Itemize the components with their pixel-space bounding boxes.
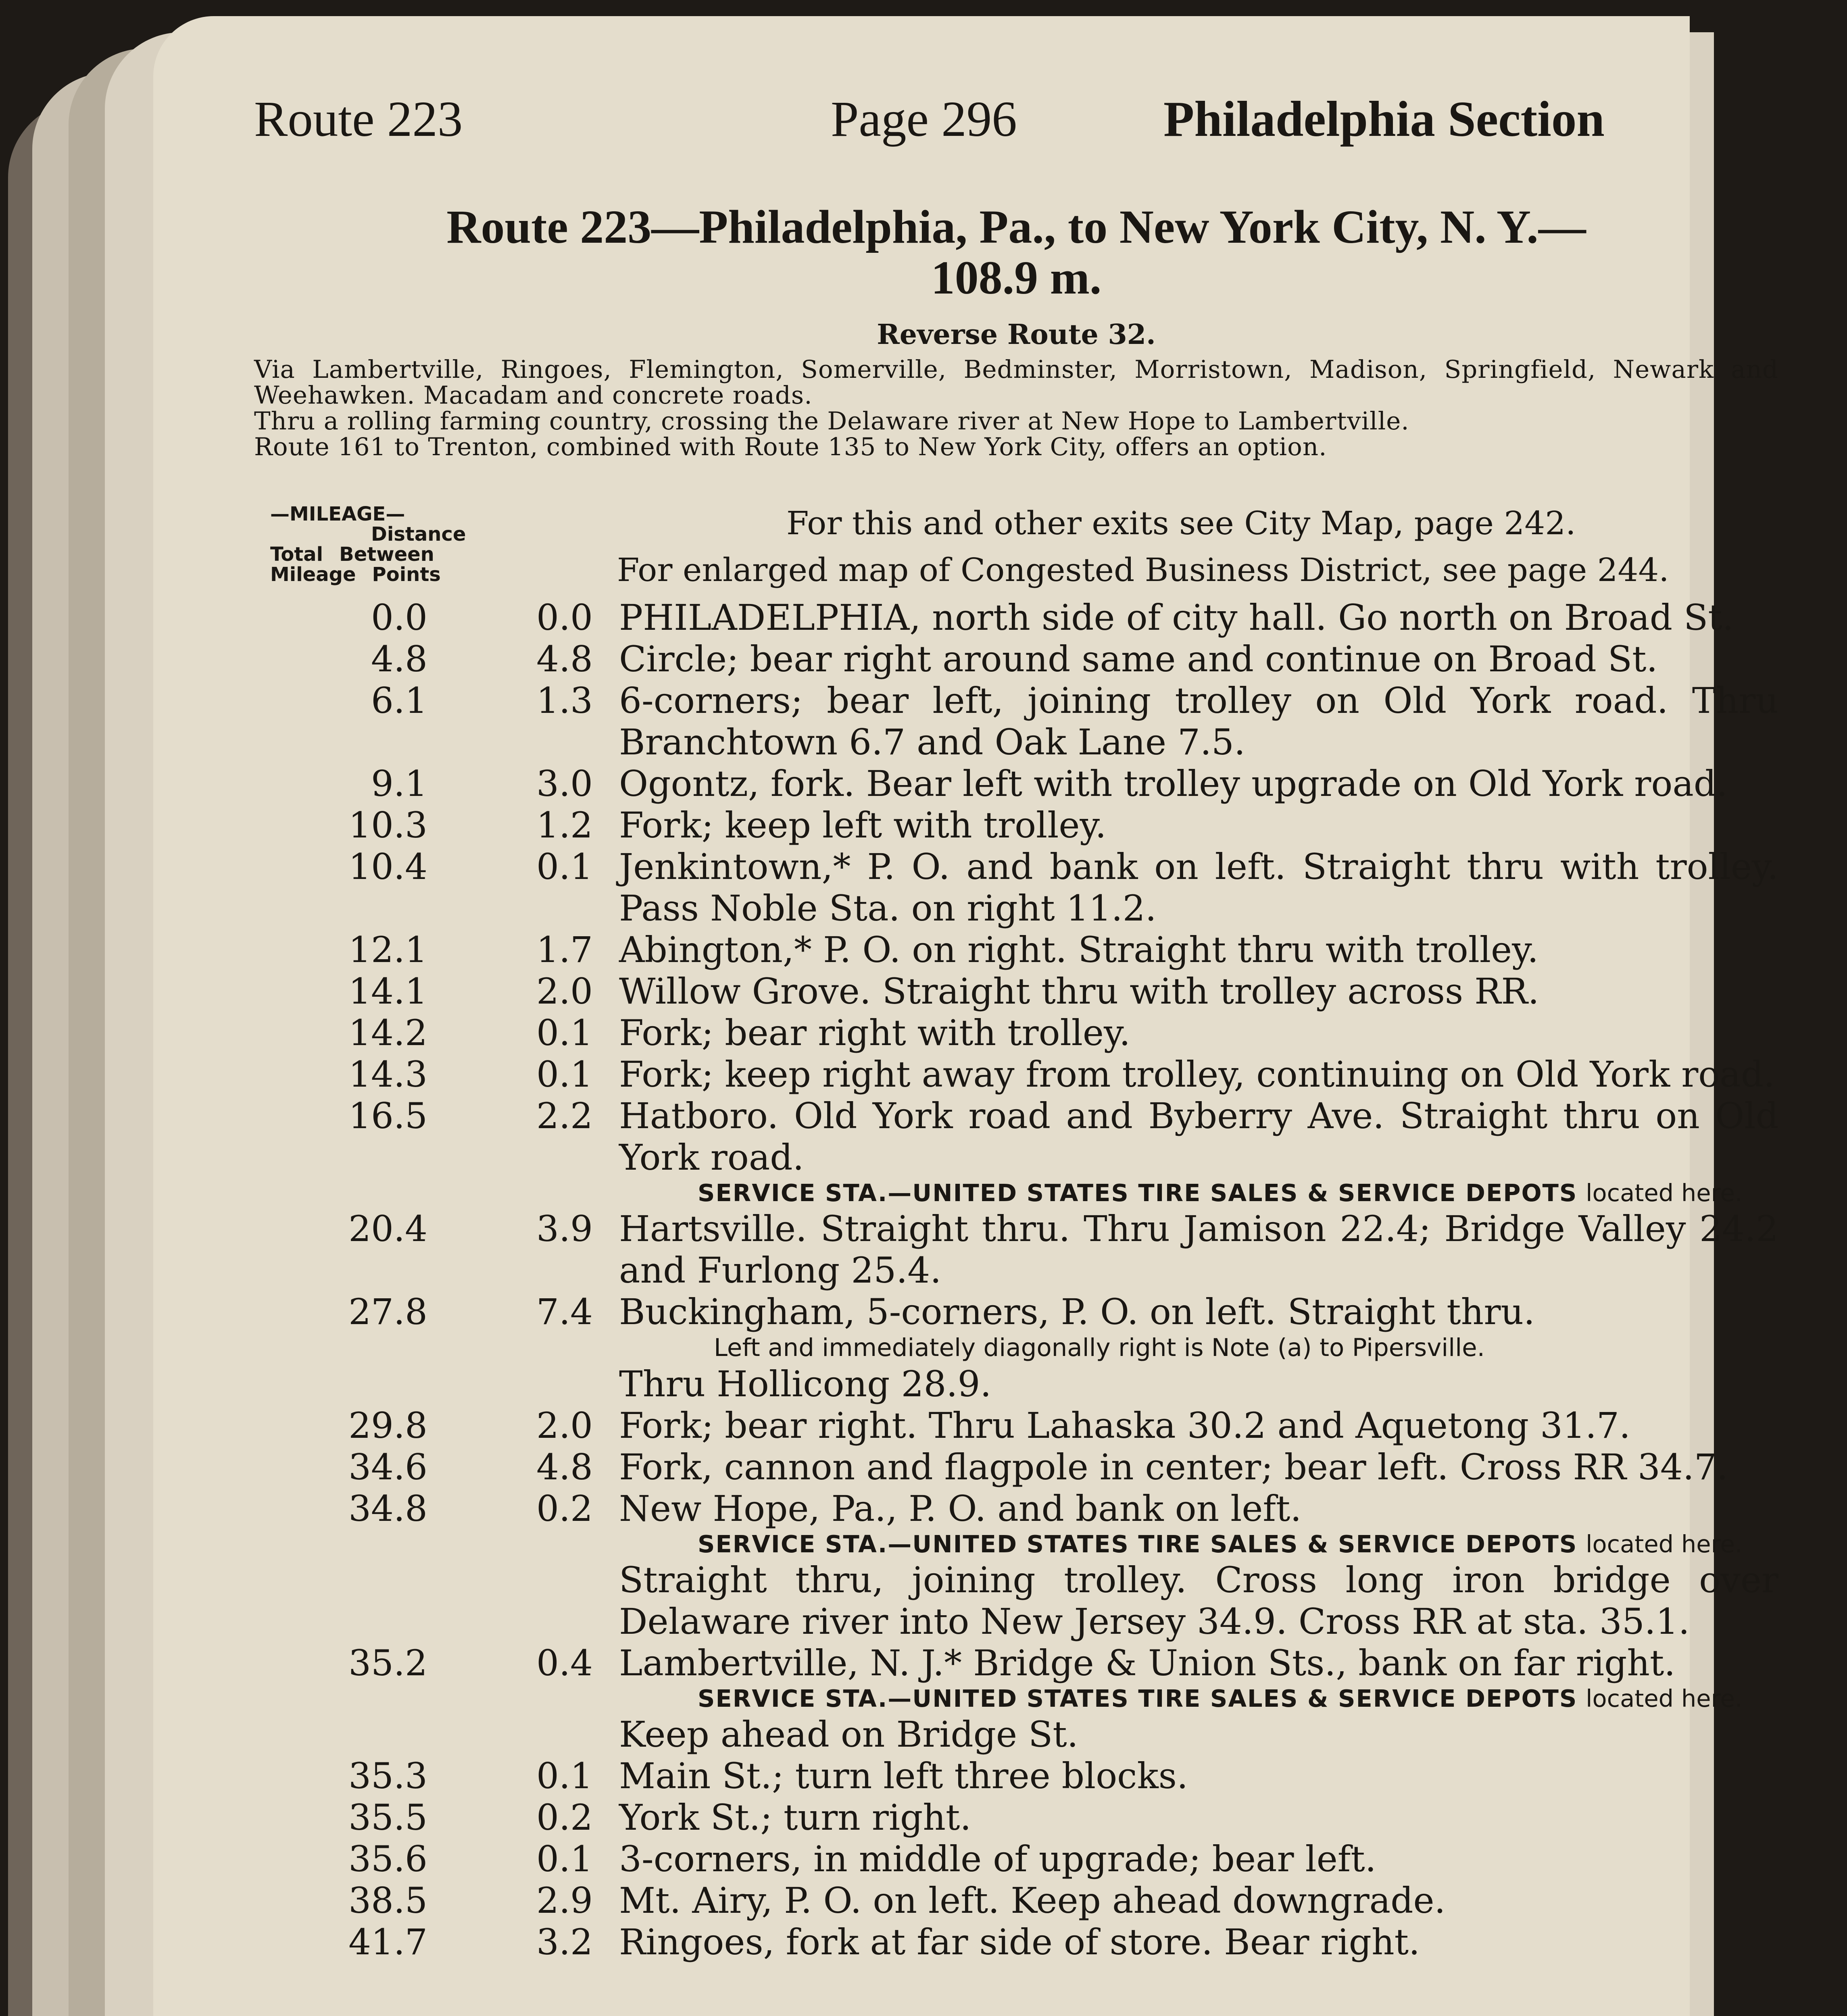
total-mileage: 34.6 bbox=[348, 1446, 427, 1488]
route-entry bbox=[153, 971, 1847, 1012]
total-mileage: 12.1 bbox=[348, 929, 427, 971]
route-title-line2: 108.9 m. bbox=[931, 251, 1102, 304]
route-continuation bbox=[153, 1559, 1847, 1642]
service-label: SERVICE STA.—UNITED STATES TIRE SALES & SERVICE DEPOTS bbox=[698, 1530, 1578, 1558]
distance-between: 1.3 bbox=[536, 680, 593, 721]
entry-text: Mt. Airy, P. O. on left. Keep ahead downgrade. bbox=[619, 1880, 1446, 1921]
entry-text: Ringoes, fork at far side of store. Bear right. bbox=[619, 1921, 1420, 1963]
route-continuation bbox=[153, 1714, 1847, 1755]
total-mileage: 0.0 bbox=[371, 597, 427, 638]
distance-between: 4.8 bbox=[536, 638, 593, 680]
service-suffix: located here. bbox=[1586, 1179, 1743, 1207]
entry-text: Hartsville. Straight thru. Thru Jamison 22.4; Bridge Valley 24.2 and Furlong 25.4. bbox=[619, 1208, 1778, 1291]
mileage-header bbox=[254, 503, 466, 586]
mileage-label: —MILEAGE— bbox=[270, 503, 405, 525]
total-mileage: 10.4 bbox=[348, 846, 427, 887]
total-mileage: 35.5 bbox=[348, 1797, 427, 1838]
hollicong-text: Thru Hollicong 28.9. bbox=[619, 1363, 992, 1405]
entry-text: Ogontz, fork. Bear left with trolley upgrade on Old York road. bbox=[619, 763, 1728, 804]
route-entry bbox=[153, 1012, 1847, 1054]
total-mileage: 35.2 bbox=[348, 1642, 427, 1684]
distance-between: 2.9 bbox=[536, 1880, 593, 1921]
entry-text: Hatboro. Old York road and Byberry Ave. Straight thru on Old York road. bbox=[619, 1095, 1778, 1178]
total-mileage: 35.3 bbox=[348, 1755, 427, 1797]
total-mileage: 9.1 bbox=[371, 763, 427, 804]
total-mileage: 34.8 bbox=[348, 1488, 427, 1529]
total-mileage: 14.3 bbox=[348, 1054, 427, 1095]
pipersville-note: Left and immediately diagonally right is Note (a) to Pipersville. bbox=[714, 1333, 1485, 1362]
entry-text: York St.; turn right. bbox=[619, 1797, 971, 1838]
distance-between: 3.9 bbox=[536, 1208, 593, 1250]
route-entry bbox=[153, 1755, 1847, 1797]
distance-between: 3.2 bbox=[536, 1921, 593, 1963]
route-entry bbox=[153, 804, 1847, 846]
route-entry bbox=[153, 1797, 1847, 1838]
service-label: SERVICE STA.—UNITED STATES TIRE SALES & SERVICE DEPOTS bbox=[698, 1685, 1578, 1712]
distance-between: 1.2 bbox=[536, 804, 593, 846]
total-mileage: 4.8 bbox=[371, 638, 427, 680]
entry-text: Fork; keep left with trolley. bbox=[619, 804, 1107, 846]
distance-between: 0.1 bbox=[536, 1838, 593, 1880]
distance-between: 7.4 bbox=[536, 1291, 593, 1333]
option-text: Route 161 to Trenton, combined with Route 135 to New York City, offers an option. bbox=[254, 433, 1327, 461]
entry-text: PHILADELPHIA, north side of city hall. Go north on Broad St. bbox=[619, 597, 1734, 638]
route-entry bbox=[153, 1291, 1847, 1333]
entry-text: Fork, cannon and flagpole in center; bear left. Cross RR 34.7. bbox=[619, 1446, 1728, 1488]
entry-text: Abington,* P. O. on right. Straight thru with trolley. bbox=[619, 929, 1539, 971]
total-mileage: 20.4 bbox=[348, 1208, 427, 1250]
route-entry bbox=[153, 638, 1847, 680]
entry-text: Fork; keep right away from trolley, continuing on Old York road. bbox=[619, 1054, 1775, 1095]
map-references bbox=[617, 500, 1778, 594]
route-entry bbox=[153, 846, 1847, 929]
distance-between: 0.2 bbox=[536, 1488, 593, 1529]
distance-between: 2.0 bbox=[536, 1405, 593, 1446]
entry-text: Fork; bear right. Thru Lahaska 30.2 and Aquetong 31.7. bbox=[619, 1405, 1630, 1446]
total-mileage: 10.3 bbox=[348, 804, 427, 846]
distance-between: 2.0 bbox=[536, 971, 593, 1012]
route-title-line1: Route 223—Philadelphia, Pa., to New York City, N. Y.— bbox=[446, 200, 1586, 253]
route-entry bbox=[153, 1405, 1847, 1446]
entry-text: Main St.; turn left three blocks. bbox=[619, 1755, 1188, 1797]
route-entry bbox=[153, 763, 1847, 804]
route-entry bbox=[153, 597, 1847, 638]
total-mileage: 27.8 bbox=[348, 1291, 427, 1333]
distance-between: 4.8 bbox=[536, 1446, 593, 1488]
distance-between: 0.1 bbox=[536, 1755, 593, 1797]
reverse-route: Reverse Route 32. bbox=[877, 319, 1156, 351]
total-mileage: 38.5 bbox=[348, 1880, 427, 1921]
total-mileage: 35.6 bbox=[348, 1838, 427, 1880]
total-mileage: 14.1 bbox=[348, 971, 427, 1012]
book-page bbox=[153, 16, 1778, 2016]
via-text: Via Lambertville, Ringoes, Flemington, Somerville, Bedminster, Morristown, Madison, Springfield, Newark and Weehawken. Macadam and concrete roads. bbox=[254, 355, 1778, 410]
route-description bbox=[254, 357, 1778, 460]
total-mileage: 29.8 bbox=[348, 1405, 427, 1446]
distance-label: Distance bbox=[371, 523, 466, 546]
total-mileage: 14.2 bbox=[348, 1012, 427, 1054]
total-label: Total bbox=[270, 543, 323, 566]
header-page: Page 296 bbox=[831, 92, 1017, 147]
entry-text: 3-corners, in middle of upgrade; bear left. bbox=[619, 1838, 1376, 1880]
route-entry bbox=[153, 1880, 1847, 1921]
route-entry bbox=[153, 1488, 1847, 1529]
route-continuation bbox=[153, 1363, 1847, 1405]
entry-text: 6-corners; bear left, joining trolley on Old York road. Thru Branchtown 6.7 and Oak Lane 7.5. bbox=[619, 680, 1778, 763]
newhope-text: Straight thru, joining trolley. Cross long iron bridge over Delaware river into New Jersey 34.9. Cross RR at sta. 35.1. bbox=[619, 1559, 1778, 1642]
header-route: Route 223 bbox=[254, 92, 463, 147]
service-label: SERVICE STA.—UNITED STATES TIRE SALES & SERVICE DEPOTS bbox=[698, 1179, 1578, 1207]
entry-text: Jenkintown,* P. O. and bank on left. Straight thru with trolley. Pass Noble Sta. on right 11.2. bbox=[619, 846, 1778, 929]
country-text: Thru a rolling farming country, crossing the Delaware river at New Hope to Lambertville. bbox=[254, 407, 1409, 435]
running-header bbox=[254, 91, 1778, 163]
mileage-sub-label: Mileage bbox=[270, 563, 356, 586]
total-mileage: 6.1 bbox=[371, 680, 427, 721]
distance-between: 1.7 bbox=[536, 929, 593, 971]
city-map-ref: For this and other exits see City Map, page 242. bbox=[786, 504, 1576, 542]
distance-between: 0.1 bbox=[536, 1054, 593, 1095]
lambertville-text: Keep ahead on Bridge St. bbox=[619, 1714, 1078, 1755]
route-entry bbox=[153, 929, 1847, 971]
route-entry bbox=[153, 680, 1847, 763]
distance-between: 0.1 bbox=[536, 846, 593, 887]
points-label: Points bbox=[372, 563, 441, 586]
district-map-ref: For enlarged map of Congested Business District, see page 244. bbox=[617, 551, 1669, 589]
distance-between: 0.0 bbox=[536, 597, 593, 638]
route-entry bbox=[153, 1095, 1847, 1178]
route-entry bbox=[153, 1054, 1847, 1095]
service-station-note bbox=[698, 1529, 1778, 1559]
entry-text: Circle; bear right around same and continue on Broad St. bbox=[619, 638, 1658, 680]
distance-between: 2.2 bbox=[536, 1095, 593, 1137]
total-mileage: 41.7 bbox=[348, 1921, 427, 1963]
service-station-note bbox=[698, 1684, 1778, 1714]
service-suffix: located here. bbox=[1586, 1685, 1743, 1712]
route-entry bbox=[153, 1208, 1847, 1291]
entry-text: Buckingham, 5-corners, P. O. on left. Straight thru. bbox=[619, 1291, 1535, 1333]
service-suffix: located here. bbox=[1586, 1530, 1743, 1558]
route-title bbox=[254, 202, 1778, 303]
between-label: Between bbox=[339, 543, 434, 566]
distance-between: 3.0 bbox=[536, 763, 593, 804]
route-entry bbox=[153, 1921, 1847, 1963]
entry-text: Fork; bear right with trolley. bbox=[619, 1012, 1130, 1054]
distance-between: 0.4 bbox=[536, 1642, 593, 1684]
distance-between: 0.1 bbox=[536, 1012, 593, 1054]
route-entry bbox=[153, 1642, 1847, 1684]
distance-between: 0.2 bbox=[536, 1797, 593, 1838]
header-section: Philadelphia Section bbox=[1163, 92, 1605, 147]
total-mileage: 16.5 bbox=[348, 1095, 427, 1137]
service-station-note bbox=[698, 1178, 1778, 1208]
route-entry bbox=[153, 1446, 1847, 1488]
route-entries bbox=[153, 597, 1847, 1963]
entry-text: Lambertville, N. J.* Bridge & Union Sts., bank on far right. bbox=[619, 1642, 1676, 1684]
entry-text: Willow Grove. Straight thru with trolley across RR. bbox=[619, 971, 1539, 1012]
route-entry bbox=[153, 1838, 1847, 1880]
entry-text: New Hope, Pa., P. O. and bank on left. bbox=[619, 1488, 1302, 1529]
